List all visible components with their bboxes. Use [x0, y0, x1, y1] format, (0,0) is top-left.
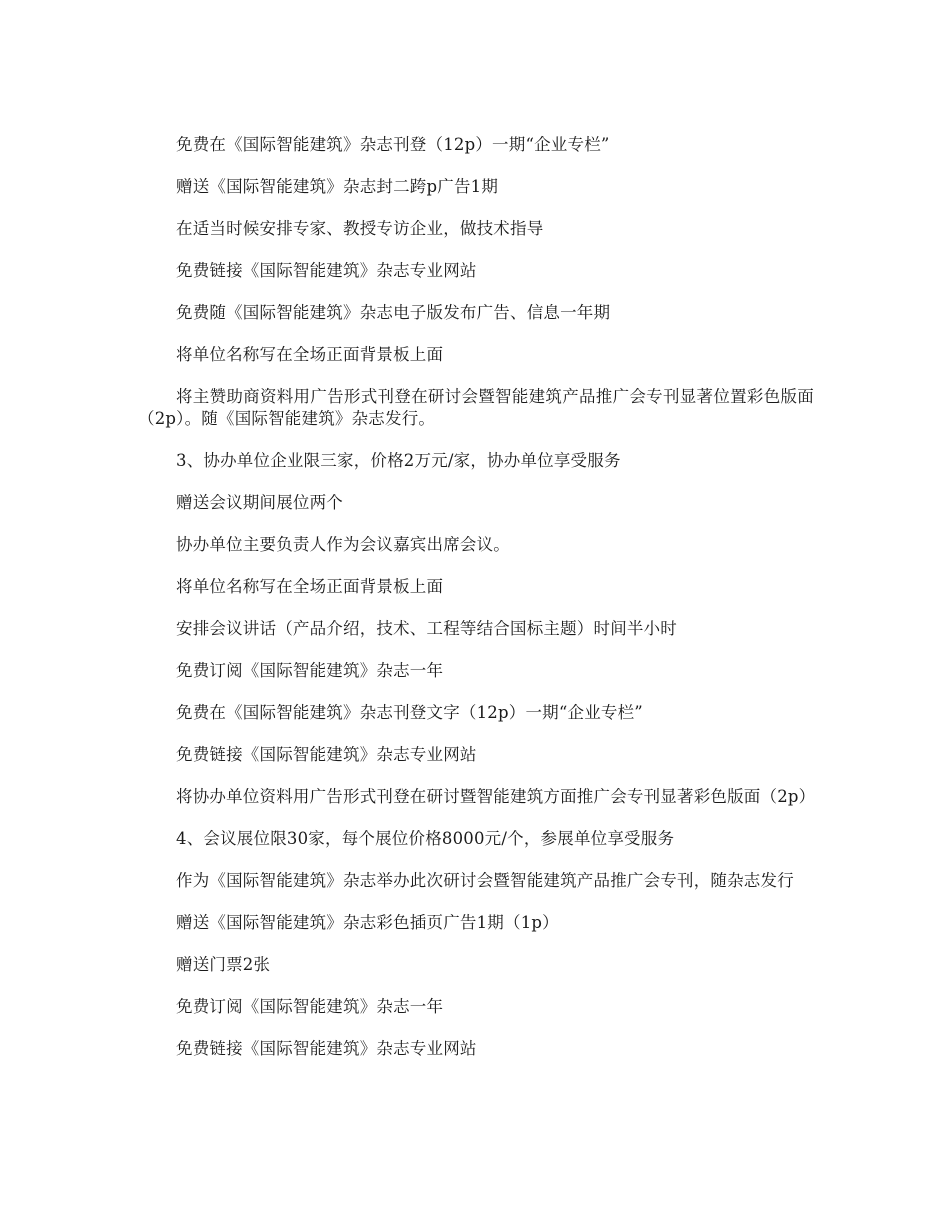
- document-body: [138, 134, 814, 1080]
- paragraph: 将协办单位资料用广告形式刊登在研讨暨智能建筑方面推广会专刊显著彩色版面（2p）: [176, 787, 816, 806]
- paragraph: 将主赞助商资料用广告形式刊登在研讨会暨智能建筑产品推广会专刊显著位置彩色版面（2p）。随《国际智能建筑》杂志发行。: [138, 387, 814, 428]
- paragraph: 赠送会议期间展位两个: [176, 493, 343, 512]
- paragraph: 免费订阅《国际智能建筑》杂志一年: [176, 661, 444, 680]
- paragraph: 赠送《国际智能建筑》杂志封二跨p广告1期: [176, 177, 499, 196]
- paragraph: 免费链接《国际智能建筑》杂志专业网站: [176, 1039, 477, 1058]
- paragraph: 将单位名称写在全场正面背景板上面: [176, 345, 444, 364]
- section-heading-3: 3、协办单位企业限三家，价格2万元/家，协办单位享受服务: [176, 451, 621, 470]
- section-heading-4: 4、会议展位限30家，每个展位价格8000元/个，参展单位享受服务: [176, 829, 675, 848]
- paragraph: 在适当时候安排专家、教授专访企业，做技术指导: [176, 219, 544, 238]
- paragraph: 免费在《国际智能建筑》杂志刊登文字（12p）一期“企业专栏”: [176, 703, 643, 722]
- paragraph: 免费链接《国际智能建筑》杂志专业网站: [176, 745, 477, 764]
- paragraph: 免费在《国际智能建筑》杂志刊登（12p）一期“企业专栏”: [176, 135, 610, 154]
- paragraph: 免费随《国际智能建筑》杂志电子版发布广告、信息一年期: [176, 303, 611, 322]
- paragraph: 免费链接《国际智能建筑》杂志专业网站: [176, 261, 477, 280]
- paragraph: 安排会议讲话（产品介绍，技术、工程等结合国标主题）时间半小时: [176, 619, 677, 638]
- paragraph: 将单位名称写在全场正面背景板上面: [176, 577, 444, 596]
- paragraph: 作为《国际智能建筑》杂志举办此次研讨会暨智能建筑产品推广会专刊，随杂志发行: [176, 871, 794, 890]
- paragraph: 协办单位主要负责人作为会议嘉宾出席会议。: [176, 535, 510, 554]
- paragraph: 赠送《国际智能建筑》杂志彩色插页广告1期（1p）: [176, 913, 559, 932]
- paragraph: 赠送门票2张: [176, 955, 271, 974]
- paragraph: 免费订阅《国际智能建筑》杂志一年: [176, 997, 444, 1016]
